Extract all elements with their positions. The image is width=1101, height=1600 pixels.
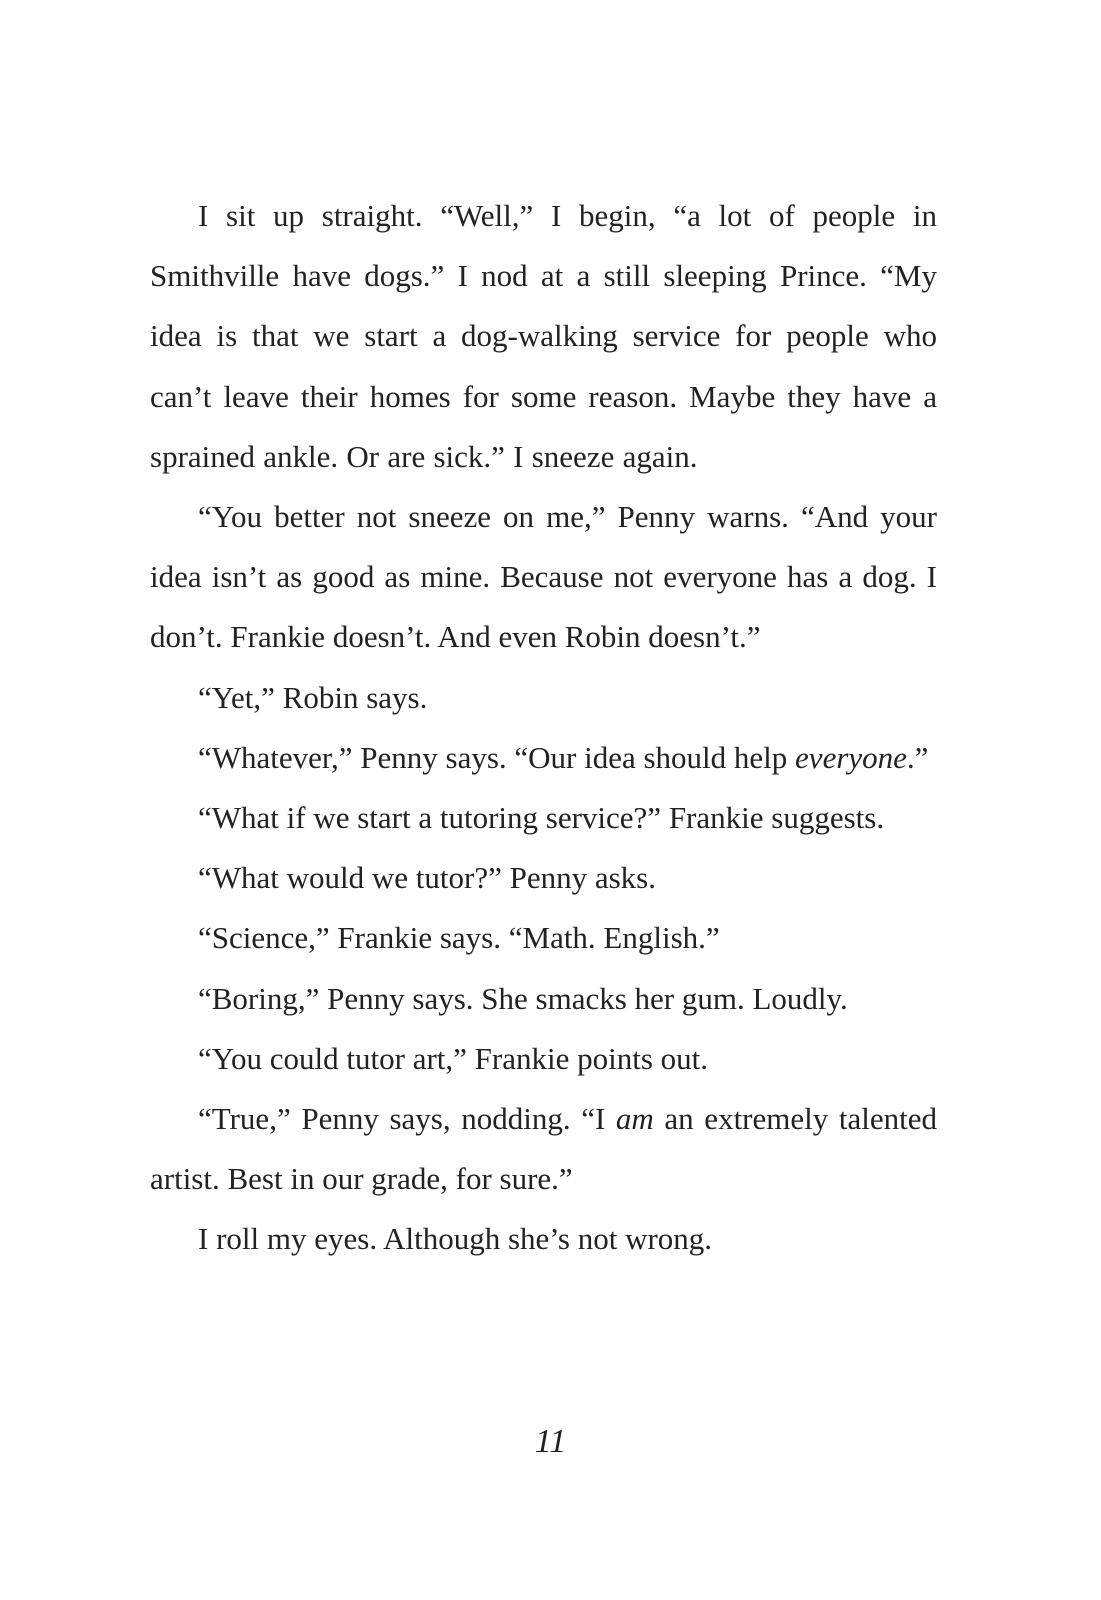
- paragraph: [150, 487, 937, 668]
- paragraph-text: “Whatever,” Penny says. “Our idea should help: [198, 739, 796, 775]
- paragraph: [150, 728, 937, 788]
- paragraph-text: .”: [906, 739, 929, 775]
- paragraph-text: “You better not sneeze on me,” Penny warns. “And your idea isn’t as good as mine. Because not everyone has a dog. I don’t. Frankie doesn’t. And even Robin doesn’t.”: [150, 499, 937, 655]
- paragraph: [150, 848, 937, 908]
- paragraph: [150, 1029, 937, 1089]
- paragraph-text: an extremely talented artist. Best in our grade, for sure.”: [150, 1101, 937, 1197]
- paragraph-text: “Boring,” Penny says. She smacks her gum. Loudly.: [198, 980, 848, 1016]
- paragraph-text: I sit up straight. “Well,” I begin, “a lot of people in Smithville have dogs.” I nod at a still sleeping Prince. “My idea is that we start a dog-walking service for people who can’t leave their homes for some reason. Maybe they have a sprained ankle. Or are sick.” I sneeze again.: [150, 198, 937, 474]
- paragraph: [150, 908, 937, 968]
- paragraph: [150, 1209, 937, 1269]
- paragraph-text: “What would we tutor?” Penny asks.: [198, 860, 656, 896]
- paragraph: [150, 1089, 937, 1209]
- emphasis-text: everyone: [795, 739, 907, 775]
- paragraph-text: “Science,” Frankie says. “Math. English.”: [198, 920, 720, 956]
- emphasis-text: am: [615, 1101, 654, 1137]
- paragraph: [150, 186, 937, 487]
- paragraph: [150, 969, 937, 1029]
- paragraph-text: “Yet,” Robin says.: [198, 679, 428, 715]
- paragraph-text: “You could tutor art,” Frankie points out.: [198, 1040, 709, 1076]
- body-text: [150, 186, 937, 1270]
- paragraph-text: “What if we start a tutoring service?” Frankie suggests.: [198, 800, 885, 836]
- paragraph: [150, 788, 937, 848]
- paragraph: [150, 668, 937, 728]
- page-number: 11: [534, 1423, 567, 1460]
- paragraph-text: “True,” Penny says, nodding. “I: [198, 1101, 616, 1137]
- paragraph-text: I roll my eyes. Although she’s not wrong.: [198, 1221, 713, 1257]
